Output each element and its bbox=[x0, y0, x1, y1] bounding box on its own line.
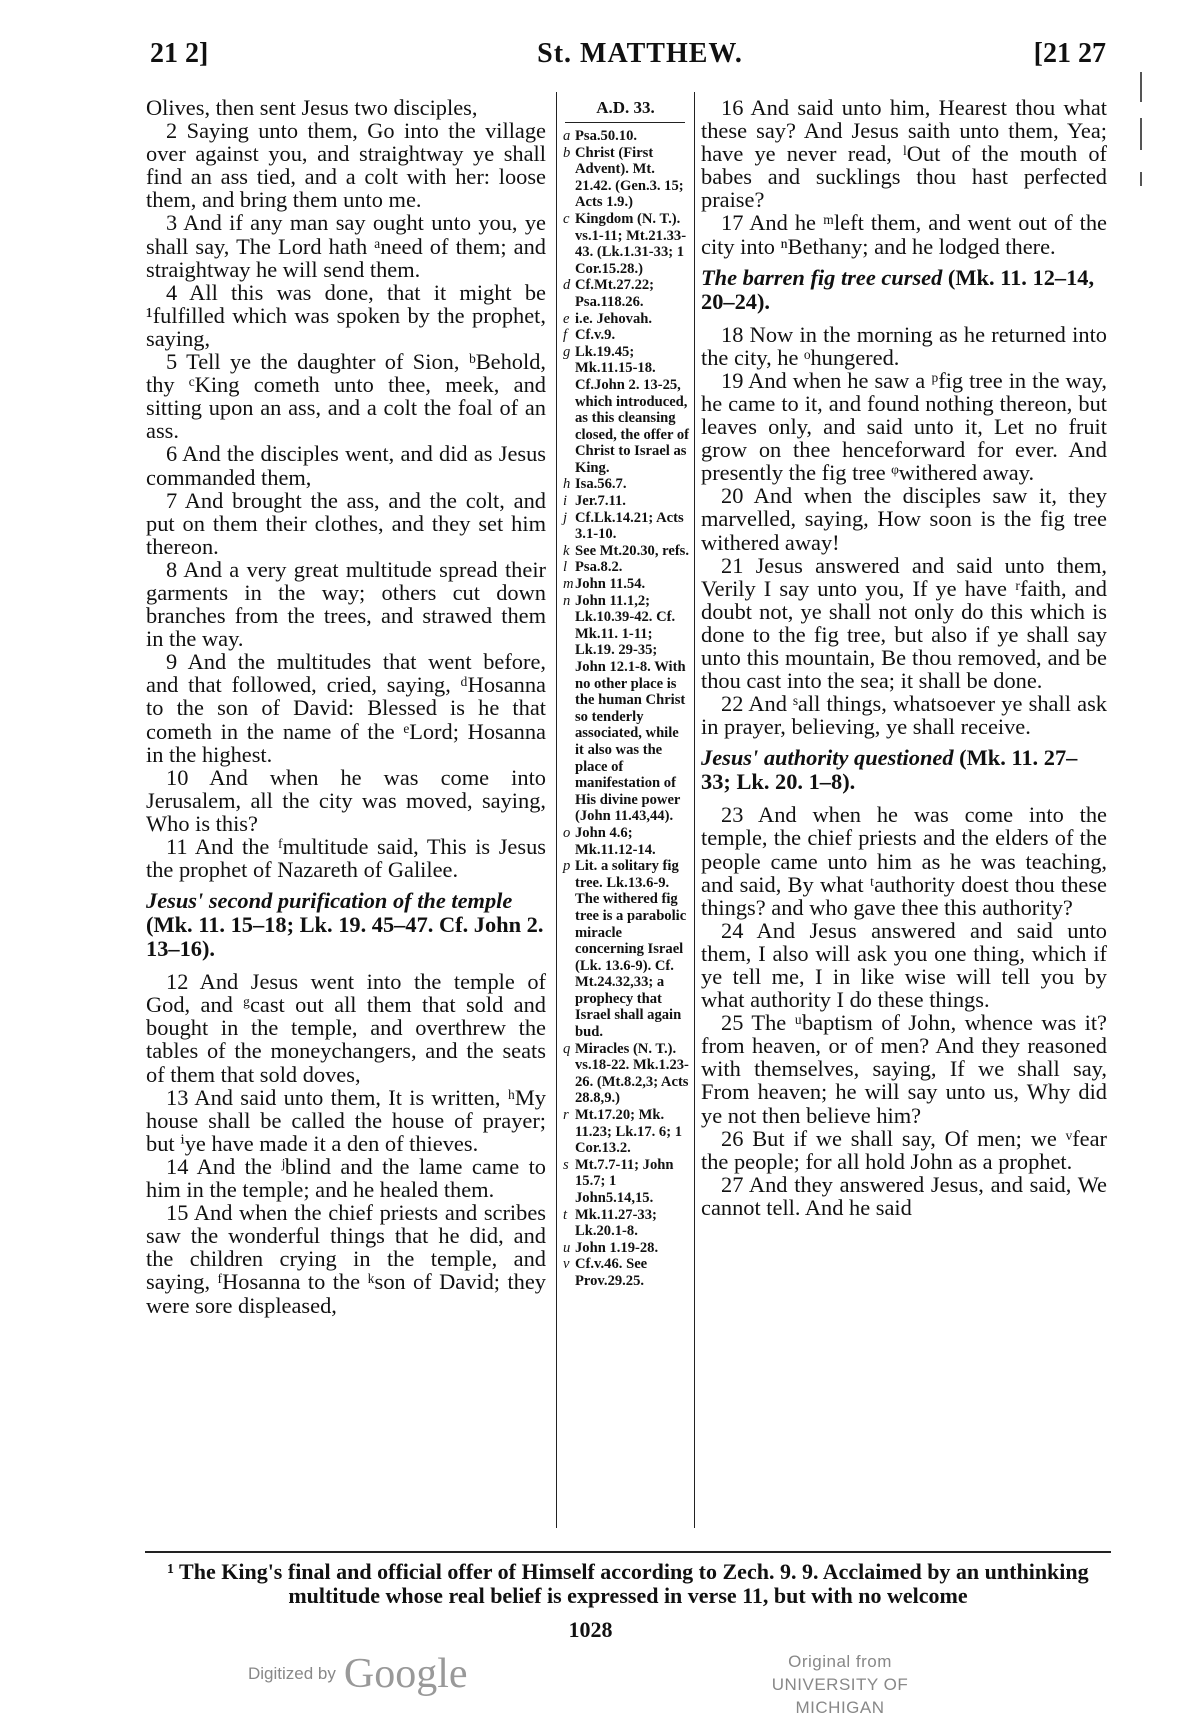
margin-note bbox=[563, 576, 691, 593]
margin-note-letter: j bbox=[563, 509, 568, 526]
margin-note bbox=[563, 327, 691, 344]
margin-note-text: Mk.11.27-33; Lk.20.1-8. bbox=[575, 1206, 657, 1240]
section-heading-title: Jesus' second purification of the temple bbox=[146, 888, 513, 914]
margin-note bbox=[563, 145, 691, 211]
margin-note-letter: c bbox=[563, 210, 570, 227]
margin-note-letter: a bbox=[563, 128, 571, 144]
verse: 17 And he ᵐleft them, and went out of the city into ⁿBethany; and he lodged there. bbox=[701, 210, 1107, 259]
margin-note bbox=[563, 1041, 691, 1107]
verse: 15 And when the chief priests and scribes saw the wonderful things that he did, and the children crying in the temple, and saying, ᶠHosanna to the ᵏson of David; they were sore displeased, bbox=[146, 1200, 546, 1318]
section-heading bbox=[701, 266, 1107, 314]
margin-note-text: Miracles (N. T.). vs.18-22. Mk.1.23-26. (Mt.8.2,3; Acts 28.8,9.) bbox=[575, 1040, 689, 1107]
margin-note bbox=[563, 211, 691, 277]
margin-note bbox=[563, 476, 691, 493]
margin-notes bbox=[563, 128, 691, 1290]
left-text-column bbox=[146, 96, 546, 1317]
institution-label: UNIVERSITY OF MICHIGAN bbox=[771, 1675, 909, 1717]
margin-note-letter: p bbox=[563, 858, 571, 875]
margin-note-letter: i bbox=[563, 493, 568, 510]
verse: 22 And ˢall things, whatsoever ye shall ask in prayer, believing, ye shall receive. bbox=[701, 691, 1107, 740]
margin-note-text: Mt.17.20; Mk. 11.23; Lk.17. 6; 1 Cor.13.2. bbox=[575, 1107, 683, 1157]
verse: 20 And when the disciples saw it, they marvelled, saying, How soon is the fig tree withered away! bbox=[701, 483, 1107, 555]
footnote-rule bbox=[145, 1551, 1111, 1553]
margin-note bbox=[563, 1240, 691, 1257]
margin-note-text: Cf.Mt.27.22; Psa.118.26. bbox=[575, 277, 655, 310]
header-left-reference: 21 2] bbox=[150, 38, 209, 69]
margin-note-letter: h bbox=[563, 476, 571, 493]
margin-note bbox=[563, 593, 691, 825]
header-book-title: St. MATTHEW. bbox=[537, 38, 743, 69]
verse-continuation: Olives, then sent Jesus two disciples, bbox=[146, 95, 478, 120]
digitized-by-label: Digitized by bbox=[248, 1664, 336, 1683]
section-heading-refs: (Mk. 11. 12–14, 20–24). bbox=[701, 264, 1095, 314]
page-edge-mark bbox=[1140, 118, 1142, 150]
section-heading-refs: (Mk. 11. 15–18; Lk. 19. 45–47. Cf. John 2. 13–16). bbox=[146, 912, 544, 962]
verse: 21 Jesus answered and said unto them, Verily I say unto you, If ye have ʳfaith, and doubt not, ye shall not only do this which is done to the fig tree, but also if ye shall say unto this mountain, Be thou removed, and be thou cast into the sea; it shall be done. bbox=[701, 552, 1107, 694]
margin-note-text: John 4.6; Mk.11.12-14. bbox=[575, 824, 656, 858]
original-from-label: Original from bbox=[788, 1652, 892, 1671]
margin-note bbox=[563, 510, 691, 543]
verse: 18 Now in the morning as he returned into the city, he ᵒhungered. bbox=[701, 321, 1107, 370]
margin-note-letter: d bbox=[563, 277, 571, 294]
margin-date: A.D. 33. bbox=[596, 98, 655, 117]
verse: 10 And when he was come into Jerusalem, all the city was moved, saying, Who is this? bbox=[146, 764, 546, 836]
section-heading-title: The barren fig tree cursed bbox=[701, 264, 943, 290]
margin-date-rule bbox=[565, 122, 685, 123]
margin-note bbox=[563, 344, 691, 477]
margin-note-letter: r bbox=[563, 1107, 569, 1124]
verse: 4 All this was done, that it might be ¹fulfilled which was spoken by the prophet, saying, bbox=[146, 279, 546, 351]
margin-note-letter: v bbox=[563, 1256, 570, 1273]
margin-note-text: Cf.v.46. See Prov.29.25. bbox=[575, 1256, 648, 1289]
section-heading bbox=[146, 889, 546, 961]
original-from-watermark bbox=[725, 1650, 955, 1719]
google-logo: Google bbox=[343, 1651, 468, 1697]
verse: 2 Saying unto them, Go into the village over against you, and straightway ye shall find an ass tied, and a colt with her: loose them, and bring them unto me. bbox=[146, 118, 546, 213]
margin-note-letter: m bbox=[563, 576, 574, 593]
margin-note bbox=[563, 1157, 691, 1207]
right-text-column bbox=[701, 96, 1107, 1219]
margin-note-text: Psa.8.2. bbox=[575, 559, 623, 576]
margin-note-letter: b bbox=[563, 144, 571, 161]
margin-note bbox=[563, 493, 691, 510]
margin-note bbox=[563, 1256, 691, 1289]
margin-note bbox=[563, 128, 691, 145]
margin-note bbox=[563, 1207, 691, 1240]
margin-note bbox=[563, 1107, 691, 1157]
margin-note bbox=[563, 543, 691, 560]
verse: 12 And Jesus went into the temple of God, and ᵍcast out all them that sold and bought in the temple, and overthrew the tables of the moneychangers, and the seats of them that sold doves, bbox=[146, 969, 546, 1087]
margin-note-text: Kingdom (N. T.). vs.1-11; Mt.21.33-43. (Lk.1.31-33; 1 Cor.15.28.) bbox=[575, 210, 687, 277]
margin-note bbox=[563, 311, 691, 328]
margin-note-letter: e bbox=[563, 310, 570, 327]
verse: 11 And the ᶠmultitude said, This is Jesus the prophet of Nazareth of Galilee. bbox=[146, 834, 546, 883]
margin-note-text: Lit. a solitary fig tree. Lk.13.6-9. The withered fig tree is a parabolic miracle concerning Israel (Lk. 13.6-9). Cf. Mt.24.32,33; a prophecy that Israel shall again bud. bbox=[575, 858, 687, 1041]
margin-note-text: John 1.19-28. bbox=[575, 1239, 659, 1256]
verse: 27 And they answered Jesus, and said, We cannot tell. And he said bbox=[701, 1171, 1107, 1220]
margin-note-letter: l bbox=[563, 559, 568, 576]
header-right-reference: [21 27 bbox=[1033, 38, 1106, 69]
margin-note-text: Psa.50.10. bbox=[575, 128, 638, 144]
margin-note-text: Cf.Lk.14.21; Acts 3.1-10. bbox=[575, 509, 684, 543]
margin-note-text: Mt.7.7-11; John 15.7; 1 John5.14,15. bbox=[575, 1156, 674, 1206]
verse: 23 And when he was come into the temple, the chief priests and the elders of the people came unto him as he was teaching, and said, By what ᵗauthority doest thou these things? and who gave thee this authority? bbox=[701, 802, 1107, 920]
margin-note-letter: s bbox=[563, 1156, 569, 1173]
verse: 26 But if we shall say, Of men; we ᵛfear the people; for all hold John as a prophet. bbox=[701, 1125, 1107, 1174]
verse: 5 Tell ye the daughter of Sion, ᵇBehold, thy ᶜKing cometh unto thee, meek, and sitting upon an ass, and a colt the foal of an ass. bbox=[146, 349, 546, 444]
margin-note-letter: u bbox=[563, 1239, 571, 1256]
verse: 6 And the disciples went, and did as Jesus commanded them, bbox=[146, 441, 546, 490]
verse: 16 And said unto him, Hearest thou what these say? And Jesus saith unto them, Yea; have ye never read, ˡOut of the mouth of babes and sucklings thou hast perfected praise? bbox=[701, 95, 1107, 213]
margin-note-letter: g bbox=[563, 343, 571, 360]
verse: 9 And the multitudes that went before, and that followed, cried, saying, ᵈHosanna to the son of David: Blessed is he that cometh in the name of the ᵉLord; Hosanna in the highest. bbox=[146, 649, 546, 767]
verse: 8 And a very great multitude spread their garments in the way; others cut down branches from the trees, and strawed them in the way. bbox=[146, 556, 546, 652]
margin-note-text: See Mt.20.30, refs. bbox=[575, 542, 690, 559]
section-heading-refs: (Mk. 11. 27–33; Lk. 20. 1–8). bbox=[701, 745, 1078, 795]
digitized-by-watermark bbox=[248, 1650, 468, 1698]
margin-note-text: i.e. Jehovah. bbox=[575, 310, 653, 327]
margin-note-text: Isa.56.7. bbox=[575, 476, 627, 493]
verse: 25 The ᵘbaptism of John, whence was it? from heaven, or of men? And they reasoned with themselves, saying, If we shall say, From heaven; he will say unto us, Why did ye not then believe him? bbox=[701, 1010, 1107, 1128]
running-header bbox=[150, 38, 1130, 78]
margin-note-letter: k bbox=[563, 542, 570, 559]
margin-note-text: Jer.7.11. bbox=[575, 493, 626, 510]
margin-note bbox=[563, 825, 691, 858]
section-heading-title: Jesus' authority questioned bbox=[701, 745, 954, 771]
page-edge-mark bbox=[1140, 172, 1142, 186]
margin-note-letter: o bbox=[563, 824, 571, 841]
margin-note-letter: f bbox=[563, 327, 568, 344]
page-edge-mark bbox=[1140, 72, 1142, 102]
margin-note bbox=[563, 277, 691, 310]
margin-note-text: Christ (First Advent). Mt. 21.42. (Gen.3. 15; Acts 1.9.) bbox=[575, 144, 684, 211]
verse: 3 And if any man say ought unto you, ye shall say, The Lord hath ᵃneed of them; and straightway he will send them. bbox=[146, 210, 546, 282]
margin-note-text: Cf.v.9. bbox=[575, 327, 616, 344]
page-number: 1028 bbox=[568, 1617, 613, 1642]
verse: 13 And said unto them, It is written, ʰMy house shall be called the house of prayer; but ⁱye have made it a den of thieves. bbox=[146, 1084, 546, 1156]
margin-note-text: John 11.54. bbox=[575, 576, 646, 593]
verse: 24 And Jesus answered and said unto them, I also will ask you one thing, which if ye tell me, I in like wise will tell you by what authority I do these things. bbox=[701, 917, 1107, 1013]
margin-note-letter: t bbox=[563, 1206, 568, 1223]
section-heading bbox=[701, 746, 1107, 794]
verse: 7 And brought the ass, and the colt, and put on them their clothes, and they set him thereon. bbox=[146, 487, 546, 559]
footnote: ¹ The King's final and official offer of Himself according to Zech. 9. 9. Acclaimed by an unthinking multitude whose real belief is expressed in verse 11, but with no welcome bbox=[167, 1559, 1089, 1608]
margin-note-letter: q bbox=[563, 1040, 571, 1057]
margin-note bbox=[563, 559, 691, 576]
margin-note-text: John 11.1,2; Lk.10.39-42. Cf. Mk.11. 1-11; Lk.19. 29-35; John 12.1-8. With no other place is the human Christ so tenderly associated, while it also was the place of manifestation of His divine power (John 11.43,44). bbox=[575, 592, 686, 825]
verse: 19 And when he saw a ᵖfig tree in the way, he came to it, and found nothing thereon, but leaves only, and said unto it, Let no fruit grow on thee henceforward for ever. And presently the fig tree ᵠwithered away. bbox=[701, 367, 1107, 486]
verse: 14 And the ʲblind and the lame came to him in the temple; and he healed them. bbox=[146, 1153, 546, 1203]
margin-note bbox=[563, 858, 691, 1041]
margin-note-text: Lk.19.45; Mk.11.15-18. Cf.John 2. 13-25, which introduced, as this cleansing closed, the offer of Christ to Israel as King. bbox=[575, 343, 690, 476]
margin-note-letter: n bbox=[563, 592, 571, 609]
margin-reference-column bbox=[556, 92, 695, 1528]
